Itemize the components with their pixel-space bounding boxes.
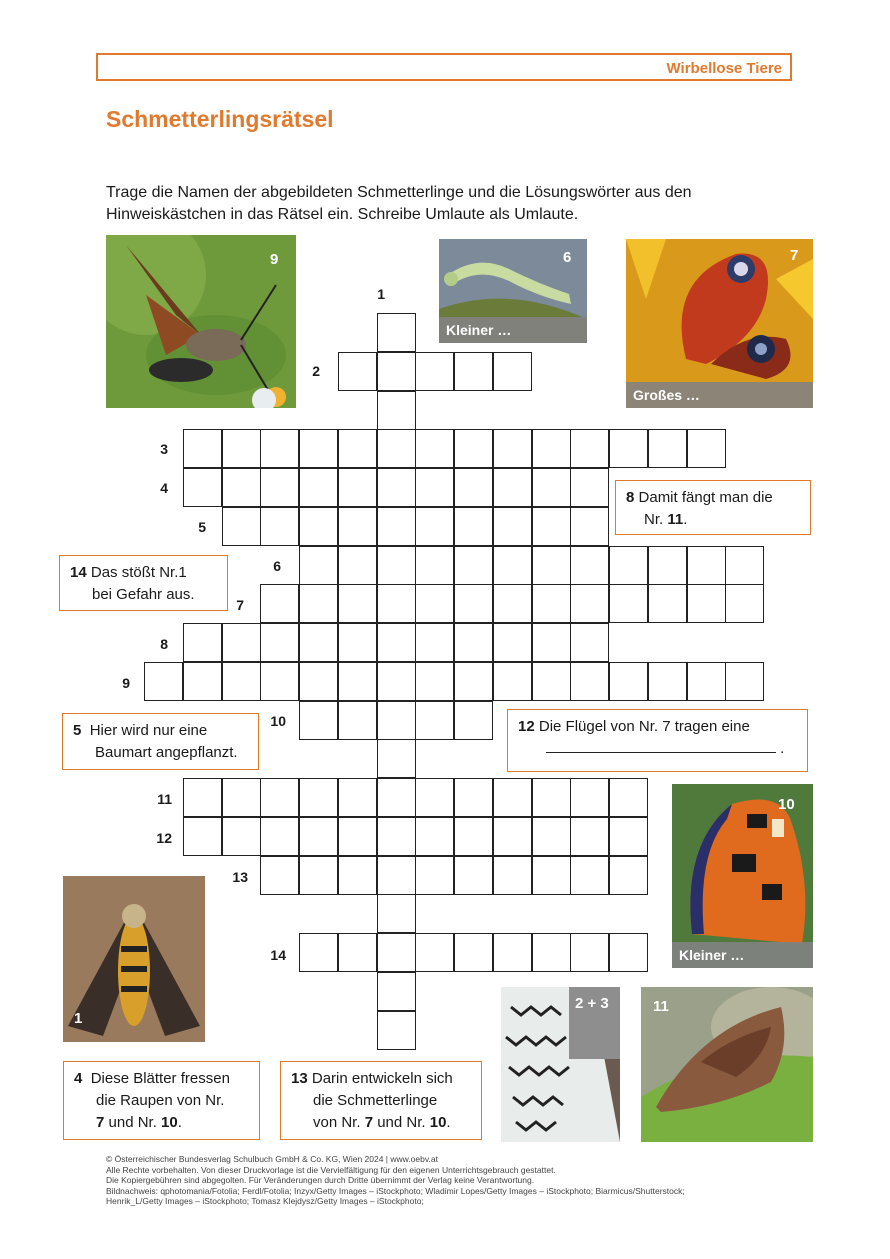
row-number-9: 9 [122,675,130,691]
crossword-cell[interactable] [532,507,571,546]
crossword-cell[interactable] [648,429,687,468]
crossword-cell[interactable] [222,429,261,468]
crossword-cell[interactable] [454,584,493,623]
clue-box-13 [280,1061,482,1140]
crossword-cell[interactable] [377,584,416,623]
photo-deaths-head-hawkmoth [63,876,205,1042]
photo-number: 1 [74,1010,83,1027]
crossword-cell[interactable] [454,546,493,585]
crossword-cell[interactable] [454,933,493,972]
crossword-cell[interactable] [532,623,571,662]
crossword-cell[interactable] [299,429,338,468]
crossword-cell[interactable] [299,778,338,817]
crossword-cell[interactable] [454,856,493,895]
row-number-12: 12 [156,830,172,846]
crossword-cell[interactable] [299,468,338,507]
crossword-cell[interactable] [570,933,609,972]
crossword-cell[interactable] [377,352,416,391]
crossword-cell[interactable] [725,662,764,701]
photo-caterpillar [439,239,587,343]
row-number-5: 5 [198,519,206,535]
photo-black-arches-moth [501,987,620,1142]
crossword-cell[interactable] [415,546,454,585]
crossword-cell[interactable] [609,662,648,701]
crossword-cell[interactable] [377,391,416,430]
crossword-cell[interactable] [454,468,493,507]
crossword-cell[interactable] [687,546,726,585]
photo-hummingbird-hawk-moth [106,235,296,408]
row-number-13: 13 [232,869,248,885]
crossword-cell[interactable] [338,468,377,507]
clue-text: Darin entwickeln sich [311,1070,453,1087]
crossword-cell[interactable] [299,662,338,701]
crossword-cell[interactable] [299,584,338,623]
crossword-cell[interactable] [338,701,377,740]
column-number-1: 1 [377,286,385,302]
crossword-cell[interactable] [648,662,687,701]
crossword-cell[interactable] [377,856,416,895]
crossword-cell[interactable] [493,623,532,662]
clue-text: und Nr. [104,1114,162,1131]
clue-number: 4 [74,1070,83,1087]
crossword-cell[interactable] [454,662,493,701]
crossword-cell[interactable] [260,623,299,662]
crossword-cell[interactable] [725,546,764,585]
footer [106,1154,806,1207]
page-title: Schmetterlingsrätsel [106,106,334,132]
clue-number: 5 [73,722,82,739]
crossword-cell[interactable] [260,778,299,817]
crossword-cell[interactable] [454,701,493,740]
crossword-cell[interactable] [493,507,532,546]
photo-caption: Großes … [626,382,813,408]
clue-text: die Schmetterlinge [313,1092,438,1109]
row-number-3: 3 [160,441,168,457]
crossword-cell[interactable] [415,933,454,972]
row-number-2: 2 [312,363,320,379]
footer-line: Die Kopiergebühren sind abgegolten. Für Veränderungen durch Dritte übernimmt der Verlag keine Verantwortung. [106,1175,535,1185]
crossword-cell[interactable] [415,584,454,623]
crossword-cell[interactable] [299,546,338,585]
crossword-cell[interactable] [609,817,648,856]
crossword-cell[interactable] [299,933,338,972]
photo-caption: Kleiner … [672,942,813,968]
footer-line: © Österreichischer Bundesverlag Schulbuch GmbH & Co. KG, Wien 2024 | www.oebv.at [106,1154,438,1164]
crossword-cell[interactable] [377,972,416,1011]
crossword-cell[interactable] [338,778,377,817]
clue-text: 7 [364,1114,374,1131]
crossword-cell[interactable] [609,933,648,972]
crossword-cell[interactable] [338,817,377,856]
clue-number: 14 [70,564,87,581]
crossword-cell[interactable] [415,507,454,546]
clue-text: . [446,1114,451,1131]
crossword-cell[interactable] [415,352,454,391]
clue-text: die Raupen von Nr. [96,1092,225,1109]
crossword-cell[interactable] [338,856,377,895]
crossword-cell[interactable] [377,429,416,468]
crossword-cell[interactable] [377,313,416,352]
crossword-cell[interactable] [260,856,299,895]
crossword-cell[interactable] [687,429,726,468]
crossword-cell[interactable] [377,778,416,817]
crossword-cell[interactable] [570,468,609,507]
crossword-cell[interactable] [338,933,377,972]
answer-line [546,738,776,753]
row-number-7: 7 [236,597,244,613]
crossword-cell[interactable] [493,817,532,856]
crossword-cell[interactable] [532,933,571,972]
instructions: Trage die Namen der abgebildeten Schmetterlinge und die Lösungswörter aus den Hinweiskästchen in das Rätsel ein. Schreibe Umlaute als Umlaute. [106,184,692,223]
crossword-cell[interactable] [144,662,183,701]
crossword-cell[interactable] [570,429,609,468]
crossword-cell[interactable] [570,584,609,623]
header-label: Wirbellose Tiere [666,60,782,77]
clue-text: . [683,511,688,528]
header-box [96,53,792,81]
crossword-cell[interactable] [299,507,338,546]
photo-number: 9 [270,251,279,268]
crossword-cell[interactable] [493,429,532,468]
photo-number: 6 [563,249,572,266]
crossword-cell[interactable] [648,584,687,623]
crossword-cell[interactable] [570,623,609,662]
crossword-cell[interactable] [493,662,532,701]
crossword-cell[interactable] [609,429,648,468]
crossword-cell[interactable] [570,856,609,895]
crossword-cell[interactable] [532,429,571,468]
crossword-cell[interactable] [222,662,261,701]
crossword-cell[interactable] [493,856,532,895]
row-number-14: 14 [270,947,286,963]
crossword-cell[interactable] [415,701,454,740]
clue-box-14 [59,555,228,611]
photo-number: 2 + 3 [575,995,609,1012]
crossword-cell[interactable] [415,429,454,468]
crossword-cell[interactable] [299,817,338,856]
crossword-cell[interactable] [415,468,454,507]
footer-line: Bildnachweis: qphotomania/Fotolia; Ferdl/Fotolia; Inzyx/Getty Images – iStockphoto; Wladimir Lopes/Getty Images – iStockphoto; Biarmicus/Shutterstock; [106,1185,685,1196]
crossword-cell[interactable] [687,584,726,623]
clue-text: Das stößt Nr.1 [90,564,187,581]
photo-tortrix-moth [641,987,813,1142]
clue-text: . [177,1114,182,1131]
crossword-cell[interactable] [493,584,532,623]
crossword-cell[interactable] [183,429,222,468]
crossword-cell[interactable] [338,584,377,623]
clue-text: 7 [96,1114,105,1131]
clue-text: und Nr. [373,1114,430,1131]
clue-text: 11 [667,511,684,528]
clue-text: 10 [161,1114,178,1131]
crossword-cell[interactable] [454,817,493,856]
crossword-cell[interactable] [377,546,416,585]
row-number-10: 10 [270,713,286,729]
crossword-cell[interactable] [183,817,222,856]
clue-text: Diese Blätter fressen [90,1070,230,1087]
clue-text: Baumart angepflanzt. [95,744,238,761]
crossword-cell[interactable] [493,933,532,972]
crossword-cell[interactable] [570,507,609,546]
crossword-cell[interactable] [338,352,377,391]
crossword-cell[interactable] [338,623,377,662]
crossword-cell[interactable] [299,623,338,662]
crossword-cell[interactable] [687,662,726,701]
crossword-cell[interactable] [415,623,454,662]
row-number-11: 11 [157,791,172,807]
crossword-cell[interactable] [570,546,609,585]
row-number-4: 4 [160,480,168,496]
crossword-cell[interactable] [222,817,261,856]
crossword-cell[interactable] [377,894,416,933]
clue-number: 8 [626,489,635,506]
crossword-cell[interactable] [648,546,687,585]
crossword-cell[interactable] [222,623,261,662]
crossword-cell[interactable] [260,507,299,546]
crossword-cell[interactable] [415,662,454,701]
footer-line: Alle Rechte vorbehalten. Von dieser Druckvorlage ist die Vervielfältigung für den eigenen Unterrichtsgebrauch gestattet. [106,1164,556,1175]
clue-box-8 [615,480,811,535]
crossword-cell[interactable] [299,701,338,740]
crossword-cell[interactable] [532,584,571,623]
crossword-cell[interactable] [725,584,764,623]
clue-text: Die Flügel von Nr. 7 tragen eine [538,718,750,735]
crossword-cell[interactable] [570,817,609,856]
crossword-cell[interactable] [609,778,648,817]
row-number-8: 8 [160,636,168,652]
crossword-cell[interactable] [183,468,222,507]
crossword-cell[interactable] [454,507,493,546]
crossword-cell[interactable] [183,662,222,701]
crossword-cell[interactable] [222,507,261,546]
clue-text: Hier wird nur eine [89,722,208,739]
crossword-cell[interactable] [377,1011,416,1050]
crossword-cell[interactable] [222,468,261,507]
crossword-cell[interactable] [415,778,454,817]
crossword-cell[interactable] [222,778,261,817]
photo-small-tortoiseshell [672,784,813,968]
crossword-cell[interactable] [532,662,571,701]
row-number-6: 6 [273,558,281,574]
crossword-cell[interactable] [260,584,299,623]
crossword-cell[interactable] [260,429,299,468]
clue-text: bei Gefahr aus. [92,586,195,603]
crossword-cell[interactable] [377,623,416,662]
clue-text: . [780,740,785,757]
crossword-cell[interactable] [609,584,648,623]
crossword-cell[interactable] [532,546,571,585]
crossword-cell[interactable] [493,778,532,817]
crossword-cell[interactable] [260,662,299,701]
clue-box-5 [62,713,259,770]
crossword-cell[interactable] [532,817,571,856]
crossword-cell[interactable] [377,701,416,740]
crossword-cell[interactable] [183,623,222,662]
photo-number: 10 [778,796,795,813]
crossword-cell[interactable] [377,468,416,507]
crossword-cell[interactable] [493,546,532,585]
crossword-cell[interactable] [609,546,648,585]
crossword-cell[interactable] [609,856,648,895]
crossword-cell[interactable] [377,933,416,972]
clue-text: Damit fängt man die [638,489,773,506]
crossword-cell[interactable] [532,468,571,507]
photo-number: 11 [653,998,669,1015]
crossword-cell[interactable] [260,817,299,856]
clue-number: 13 [291,1070,308,1087]
crossword-cell[interactable] [415,817,454,856]
crossword-cell[interactable] [532,778,571,817]
crossword-cell[interactable] [493,468,532,507]
crossword-cell[interactable] [338,507,377,546]
crossword-cell[interactable] [183,778,222,817]
crossword-cell[interactable] [338,546,377,585]
crossword-cell[interactable] [570,662,609,701]
crossword-cell[interactable] [338,662,377,701]
crossword-cell[interactable] [338,429,377,468]
crossword-cell[interactable] [454,623,493,662]
crossword-cell[interactable] [377,817,416,856]
clue-number: 12 [518,718,535,735]
clue-box-4 [63,1061,260,1140]
crossword-cell[interactable] [260,468,299,507]
crossword-cell[interactable] [454,352,493,391]
footer-line: Henrik_L/Getty Images – iStockphoto; Tomasz Klejdysz/Getty Images – iStockphoto; [106,1196,424,1206]
crossword-cell[interactable] [454,429,493,468]
clue-text: Nr. [644,511,668,528]
crossword-cell[interactable] [415,856,454,895]
crossword-cell[interactable] [493,352,532,391]
photo-peacock-butterfly [626,239,813,408]
crossword-cell[interactable] [570,778,609,817]
crossword-cell[interactable] [377,507,416,546]
clue-text: 10 [429,1114,447,1131]
crossword-cell[interactable] [454,778,493,817]
clue-text: von Nr. [313,1114,365,1131]
crossword-cell[interactable] [299,856,338,895]
photo-caption: Kleiner … [439,317,587,343]
photo-number: 7 [790,247,799,264]
crossword-cell[interactable] [377,739,416,778]
crossword-cell[interactable] [532,856,571,895]
clue-box-12 [507,709,808,772]
crossword-cell[interactable] [377,662,416,701]
